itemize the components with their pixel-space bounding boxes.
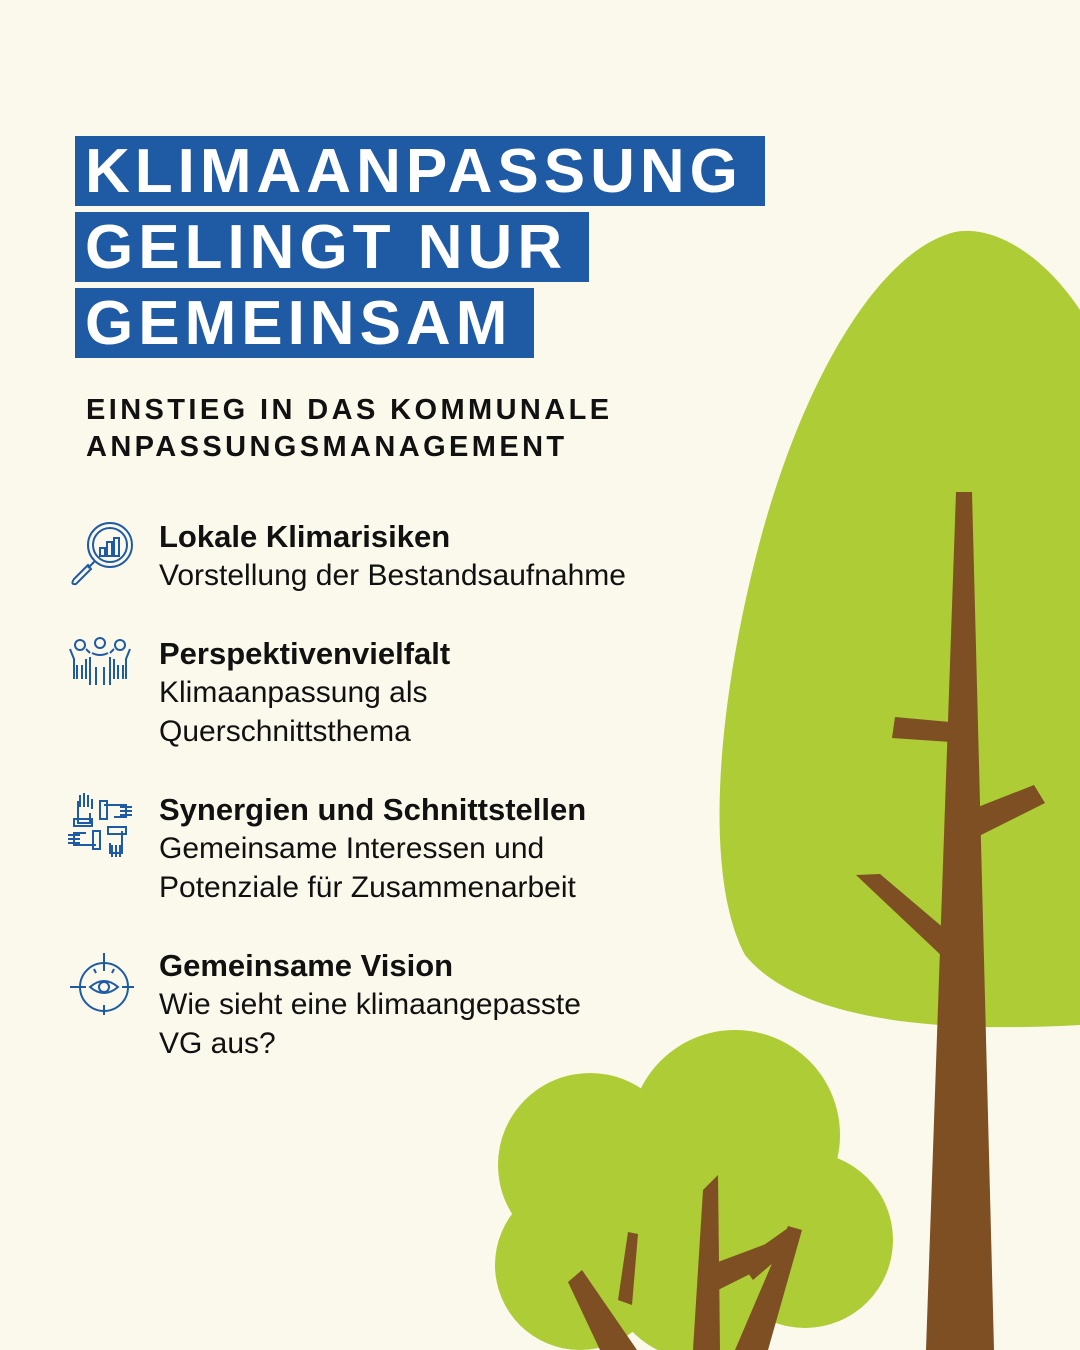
headline-line: GELINGT NUR	[75, 212, 589, 282]
headline-line: GEMEINSAM	[75, 288, 534, 358]
people-group-icon	[66, 635, 134, 703]
item-title: Synergien und Schnittstellen	[159, 792, 587, 827]
item-description: Querschnittsthema	[159, 715, 411, 748]
headline-line: KLIMAANPASSUNG	[75, 136, 765, 206]
vision-eye-icon	[66, 947, 134, 1015]
item-description: Wie sieht eine klimaangepasste	[159, 988, 581, 1021]
item-description: Klimaanpassung als	[159, 676, 428, 709]
hands-together-icon	[66, 791, 134, 859]
subtitle-line: ANPASSUNGSMANAGEMENT	[86, 431, 568, 463]
item-title: Perspektivenvielfalt	[159, 636, 451, 671]
subtitle	[86, 392, 612, 466]
item-title: Lokale Klimarisiken	[159, 519, 451, 554]
item-description: Gemeinsame Interessen und	[159, 832, 545, 865]
magnifier-chart-icon	[66, 518, 134, 586]
item-description: Potenziale für Zusammenarbeit	[159, 871, 576, 904]
small-tree-crown	[495, 1030, 893, 1350]
subtitle-line: EINSTIEG IN DAS KOMMUNALE	[86, 394, 613, 426]
item-description: Vorstellung der Bestandsaufnahme	[159, 559, 626, 592]
headline	[75, 136, 765, 364]
item-description: VG aus?	[159, 1027, 276, 1060]
item-title: Gemeinsame Vision	[159, 948, 454, 983]
